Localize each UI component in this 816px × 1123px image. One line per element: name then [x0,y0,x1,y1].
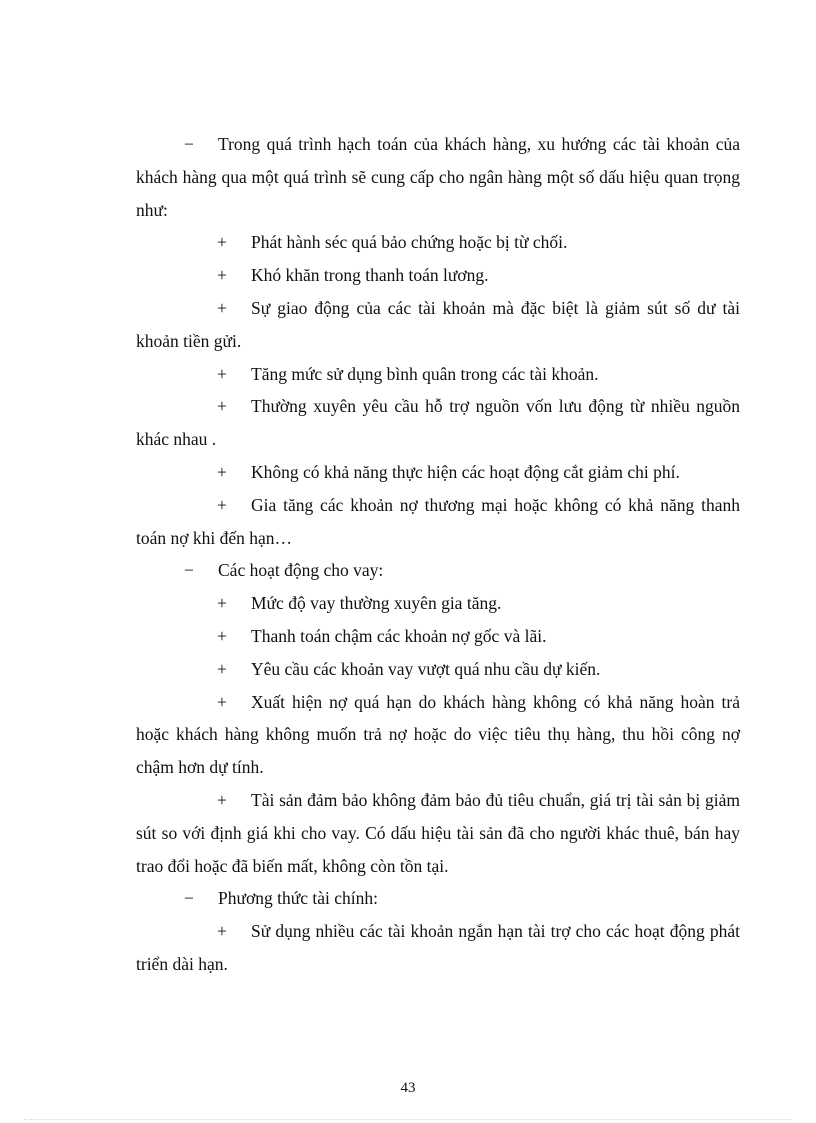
plus-bullet: + [217,691,227,712]
item-text: Gia tăng các khoản nợ thương mại hoặc không có khả năng thanh toán nợ khi đến hạn… [136,494,740,548]
plus-bullet: + [217,494,227,515]
plus-bullet: + [217,265,227,286]
item-text: Tăng mức sử dụng bình quân trong các tài khoản. [251,363,599,384]
dash-bullet: − [184,888,194,909]
dash-item-2 [136,554,740,587]
item-text: Sự giao động của các tài khoản mà đặc biệt là giảm sút số dư tài khoản tiền gửi. [136,297,740,351]
dash-item-1 [136,128,740,226]
plus-item-7 [136,489,740,555]
plus-item-11 [136,686,740,784]
plus-item-8 [136,587,740,620]
plus-item-6 [136,456,740,489]
plus-bullet: + [217,232,227,253]
plus-bullet: + [217,625,227,646]
plus-item-1 [136,226,740,259]
item-text: Xuất hiện nợ quá hạn do khách hàng không có khả năng hoàn trả hoặc khách hàng không muốn trả nợ hoặc do việc tiêu thụ hàng, thu hồi công nợ chậm hơn dự tính. [136,691,740,778]
plus-item-13 [136,915,740,981]
dash-bullet: − [184,560,194,581]
plus-bullet: + [217,461,227,482]
dash-item-3 [136,882,740,915]
dash-bullet: − [184,134,194,154]
plus-bullet: + [217,363,227,384]
item-text: Tài sản đảm bảo không đảm bảo đủ tiêu chuẩn, giá trị tài sản bị giảm sút so với định giá khi cho vay. Có dấu hiệu tài sản đã cho người khác thuê, bán hay trao đổi hoặc đã biến mất, không còn tồn tại. [136,789,740,876]
page-bottom-divider [24,1119,792,1120]
item-text: Không có khả năng thực hiện các hoạt động cắt giảm chi phí. [251,461,680,482]
plus-bullet: + [217,658,227,679]
plus-bullet: + [217,593,227,614]
item-text: Thanh toán chậm các khoản nợ gốc và lãi. [251,625,547,646]
item-text: Phát hành séc quá bảo chứng hoặc bị từ chối. [251,232,568,253]
plus-bullet: + [217,921,227,942]
item-text: Mức độ vay thường xuyên gia tăng. [251,593,502,614]
item-text: Thường xuyên yêu cầu hỗ trợ nguồn vốn lưu động từ nhiều nguồn khác nhau . [136,396,740,450]
item-text: Sử dụng nhiều các tài khoản ngắn hạn tài trợ cho các hoạt động phát triển dài hạn. [136,921,740,974]
plus-item-10 [136,653,740,686]
item-text: Các hoạt động cho vay: [218,560,384,581]
item-text: Khó khăn trong thanh toán lương. [251,265,489,286]
item-text: Trong quá trình hạch toán của khách hàng, xu hướng các tài khoản của khách hàng qua một quá trình sẽ cung cấp cho ngân hàng một số dấu hiệu quan trọng như: [136,134,740,220]
plus-item-2 [136,259,740,292]
plus-item-4 [136,358,740,391]
plus-item-12 [136,784,740,882]
plus-item-9 [136,620,740,653]
body-text [136,128,740,981]
plus-bullet: + [217,396,227,417]
item-text: Phương thức tài chính: [218,888,378,909]
page-number: 43 [400,1080,416,1096]
plus-item-3 [136,292,740,358]
plus-item-5 [136,390,740,456]
plus-bullet: + [217,297,227,318]
plus-bullet: + [217,789,227,810]
item-text: Yêu cầu các khoản vay vượt quá nhu cầu dự kiến. [251,658,601,679]
